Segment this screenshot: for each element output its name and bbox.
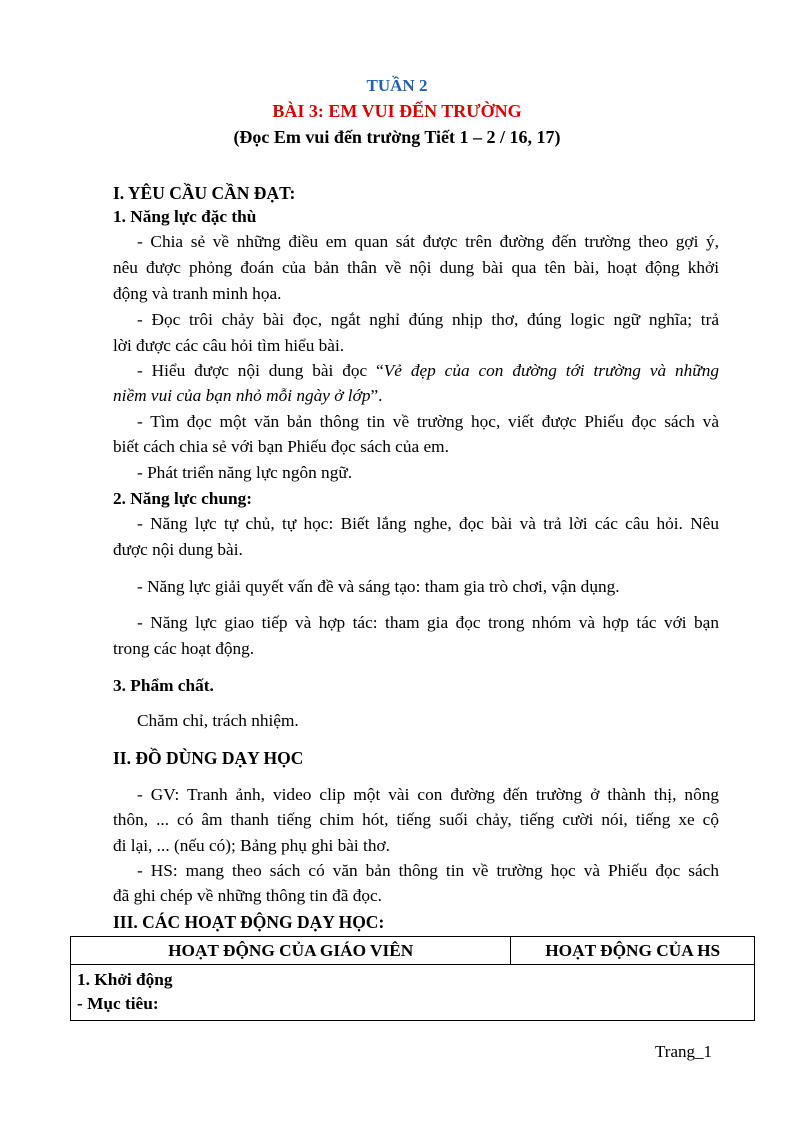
quote-lead: - Hiểu được nội dung bài đọc “ [137, 361, 384, 380]
quote-text: Vẻ đẹp của con đường tới trường và những [383, 361, 719, 380]
paragraph-line: được nội dung bài. [113, 540, 243, 559]
section-heading-activities: III. CÁC HOẠT ĐỘNG DẠY HỌC: [113, 912, 385, 932]
activities-table [70, 936, 755, 1021]
table-row [71, 965, 755, 1021]
paragraph-line: đi lại, ... (nếu có); Bảng phụ ghi bài thơ. [113, 836, 390, 855]
subheading-qualities: 3. Phẩm chất. [113, 676, 214, 695]
lesson-title: BÀI 3: EM VUI ĐẾN TRƯỜNG [272, 101, 522, 121]
paragraph-line: - HS: mang theo sách có văn bản thông tin về trường học và Phiếu đọc sách [137, 861, 719, 880]
paragraph-line: biết cách chia sẻ với bạn Phiếu đọc sách của em. [113, 437, 449, 456]
week-title: TUẦN 2 [366, 76, 428, 95]
quote-text: niềm vui của bạn nhỏ mỗi ngày ở lớp [113, 386, 371, 405]
paragraph-line: động và tranh minh họa. [113, 284, 282, 303]
paragraph-line: - Năng lực giải quyết vấn đề và sáng tạo: tham gia trò chơi, vận dụng. [137, 577, 620, 596]
paragraph-line: - Phát triển năng lực ngôn ngữ. [137, 463, 353, 482]
paragraph-line: - Chia sẻ về những điều em quan sát được trên đường đến trường theo gợi ý, [137, 232, 719, 251]
paragraph-line [137, 359, 719, 383]
paragraph-line: trong các hoạt động. [113, 639, 255, 658]
paragraph-line: - Năng lực giao tiếp và hợp tác: tham gia đọc trong nhóm và hợp tác với bạn [137, 613, 719, 632]
activity-objective: - Mục tiêu: [77, 994, 159, 1013]
subheading-specific-competence: 1. Năng lực đặc thù [113, 207, 257, 226]
activity-heading: 1. Khởi động [77, 970, 173, 989]
paragraph-line [113, 384, 719, 408]
paragraph-line: lời được các câu hỏi tìm hiểu bài. [113, 336, 345, 355]
section-heading-materials: II. ĐỒ DÙNG DẠY HỌC [113, 748, 304, 768]
section-heading-requirements: I. YÊU CẦU CẦN ĐẠT: [113, 183, 296, 203]
table-header-row [71, 937, 755, 965]
paragraph-line: - Đọc trôi chảy bài đọc, ngắt nghỉ đúng nhịp thơ, đúng logic ngữ nghĩa; trả [137, 310, 719, 329]
lesson-subtitle: (Đọc Em vui đến trường Tiết 1 – 2 / 16, 17) [233, 127, 561, 147]
column-header-student: HOẠT ĐỘNG CỦA HS [511, 937, 755, 965]
paragraph-line: - Tìm đọc một văn bản thông tin về trường học, viết được Phiếu đọc sách và [137, 412, 719, 431]
column-header-teacher: HOẠT ĐỘNG CỦA GIÁO VIÊN [71, 937, 511, 965]
paragraph-line: - GV: Tranh ảnh, video clip một vài con đường đến trường ở thành thị, nông [137, 785, 719, 804]
page-number: Trang_1 [655, 1042, 712, 1061]
paragraph-line: Chăm chỉ, trách nhiệm. [137, 711, 299, 730]
paragraph-line: nêu được phỏng đoán của bản thân về nội dung bài qua tên bài, hoạt động khởi [113, 258, 719, 277]
quote-end: ”. [370, 386, 383, 405]
paragraph-line: thôn, ... có âm thanh tiếng chim hót, tiếng suối chảy, tiếng cười nói, tiếng xe cộ [113, 810, 719, 829]
subheading-general-competence: 2. Năng lực chung: [113, 489, 253, 508]
table-cell [71, 965, 755, 1021]
paragraph-line: - Năng lực tự chủ, tự học: Biết lắng nghe, đọc bài và trả lời các câu hỏi. Nêu [137, 514, 719, 533]
paragraph-line: đã ghi chép về những thông tin đã đọc. [113, 886, 383, 905]
